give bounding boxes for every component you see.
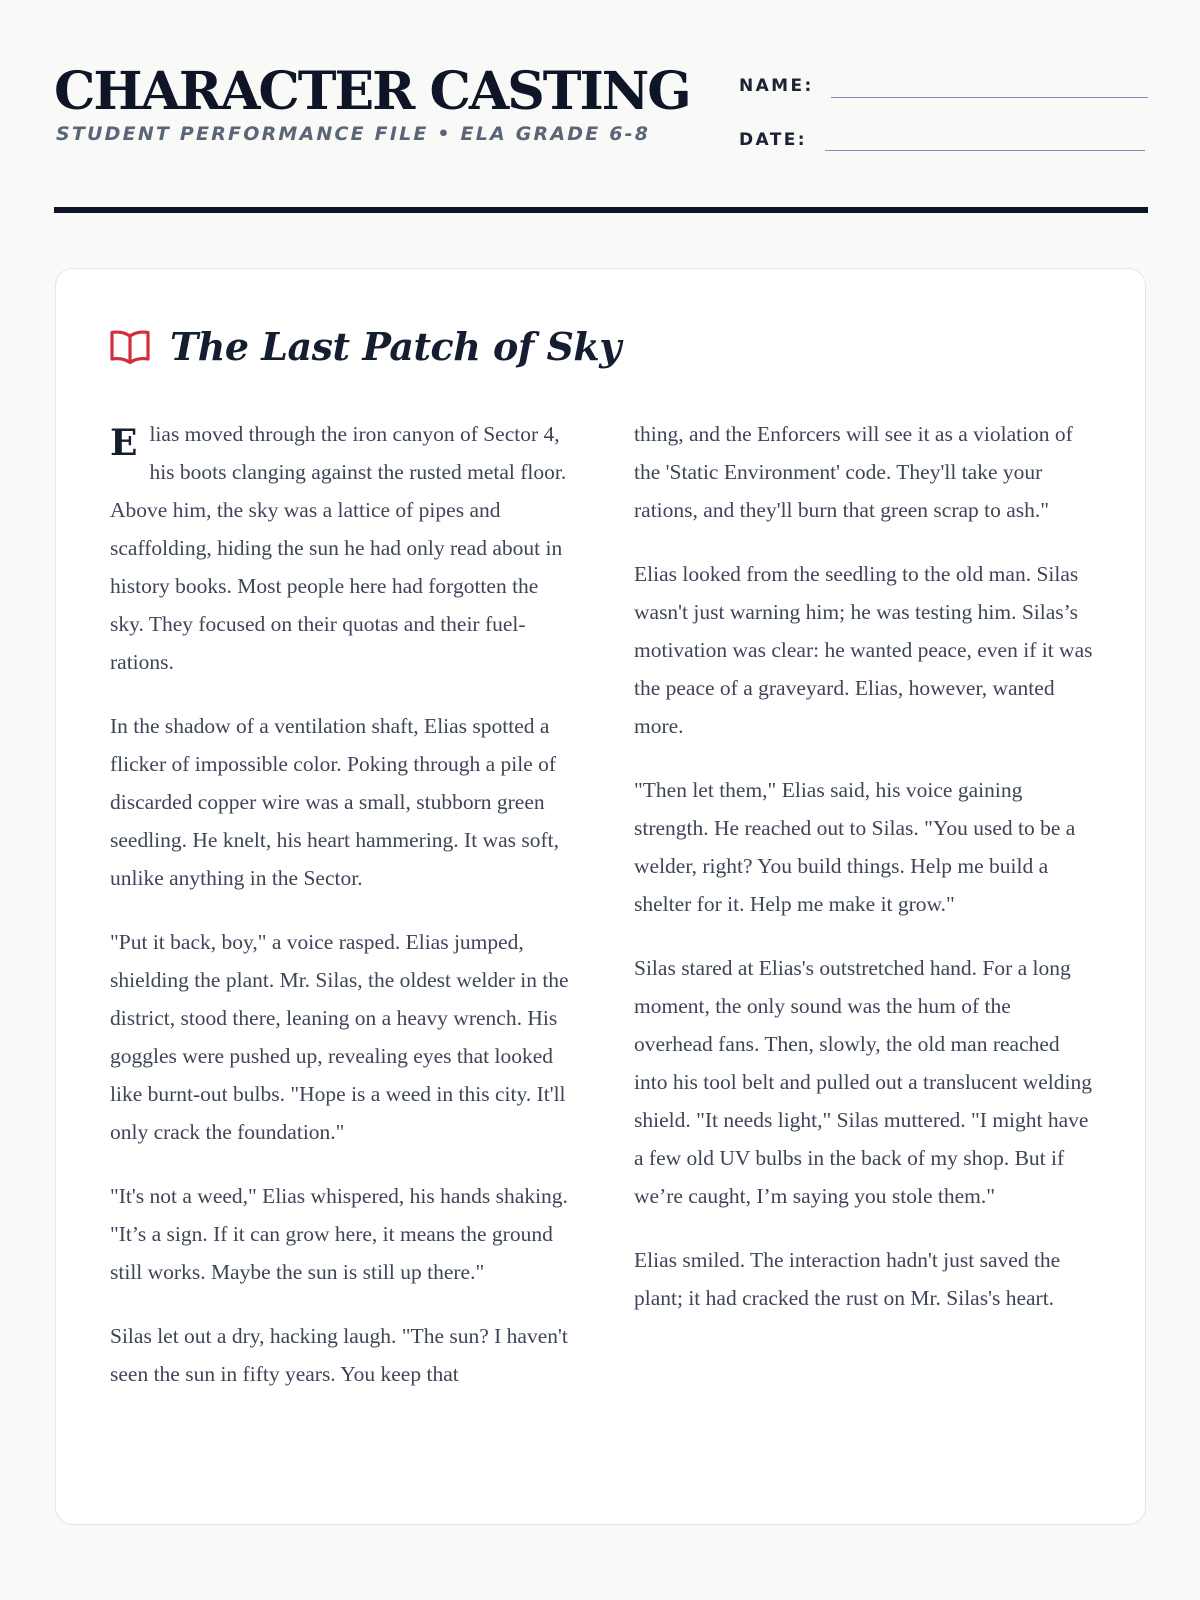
story-paragraph: "Then let them," Elias said, his voice gaining strength. He reached out to Silas. "You used to be a welder, right? You build things. Help me build a shelter for it. Help me make it grow." bbox=[634, 778, 1076, 916]
story-paragraph bbox=[110, 415, 570, 681]
story-paragraph: Elias smiled. The interaction hadn't just saved the plant; it had cracked the rust on Mr. Silas's heart. bbox=[634, 1248, 1061, 1310]
name-field bbox=[739, 64, 1148, 94]
story-title-row bbox=[110, 323, 621, 371]
date-field bbox=[739, 118, 1148, 148]
story-title: The Last Patch of Sky bbox=[170, 324, 621, 369]
open-book-icon bbox=[110, 329, 150, 365]
header-divider bbox=[54, 207, 1148, 213]
drop-cap: E bbox=[110, 422, 138, 464]
story-paragraph: In the shadow of a ventilation shaft, Elias spotted a flicker of impossible color. Poking through a pile of discarded copper wire was a small, stubborn green seedling. He knelt, his heart hammering. It was soft, unlike anything in the Sector. bbox=[110, 714, 560, 890]
story-paragraph: thing, and the Enforcers will see it as a violation of the 'Static Environment' code. They'll take your rations, and they'll burn that green scrap to ash." bbox=[634, 422, 1073, 522]
story-paragraph: Elias looked from the seedling to the old man. Silas wasn't just warning him; he was testing him. Silas’s motivation was clear: he wanted peace, even if it was the peace of a graveyard. Elias, however, wanted more. bbox=[634, 562, 1093, 738]
worksheet-title: CHARACTER CASTING bbox=[54, 61, 690, 122]
date-label: DATE: bbox=[739, 130, 807, 150]
story-column-right bbox=[634, 415, 1094, 1343]
story-paragraph-text: lias moved through the iron canyon of Sector 4, his boots clanging against the rusted metal floor. Above him, the sky was a lattice of pipes and scaffolding, hiding the sun he had only read about in history books. Most people here had forgotten the sky. They focused on their quotas and their fuel-rations. bbox=[110, 422, 567, 674]
name-input-line[interactable] bbox=[831, 97, 1148, 98]
story-paragraph: "It's not a weed," Elias whispered, his hands shaking. "It’s a sign. If it can grow here, it means the ground still works. Maybe the sun is still up there." bbox=[110, 1184, 568, 1284]
story-paragraph: "Put it back, boy," a voice rasped. Elias jumped, shielding the plant. Mr. Silas, the oldest welder in the district, stood there, leaning on a heavy wrench. His goggles were pushed up, revealing eyes that looked like burnt-out bulbs. "Hope is a weed in this city. It'll only crack the foundation." bbox=[110, 930, 569, 1144]
story-paragraph: Silas let out a dry, hacking laugh. "The sun? I haven't seen the sun in fifty years. You keep that bbox=[110, 1324, 568, 1386]
worksheet-subtitle: STUDENT PERFORMANCE FILE • ELA GRADE 6-8 bbox=[56, 123, 651, 145]
story-paragraph: Silas stared at Elias's outstretched hand. For a long moment, the only sound was the hum of the overhead fans. Then, slowly, the old man reached into his tool belt and pulled out a translucent welding shield. "It needs light," Silas muttered. "I might have a few old UV bulbs in the back of my shop. But if we’re caught, I’m saying you stole them." bbox=[634, 956, 1092, 1208]
date-input-line[interactable] bbox=[825, 150, 1145, 151]
story-column-left bbox=[110, 415, 570, 1419]
worksheet-header bbox=[54, 54, 1148, 164]
story-card bbox=[55, 268, 1146, 1525]
name-label: NAME: bbox=[739, 76, 814, 96]
